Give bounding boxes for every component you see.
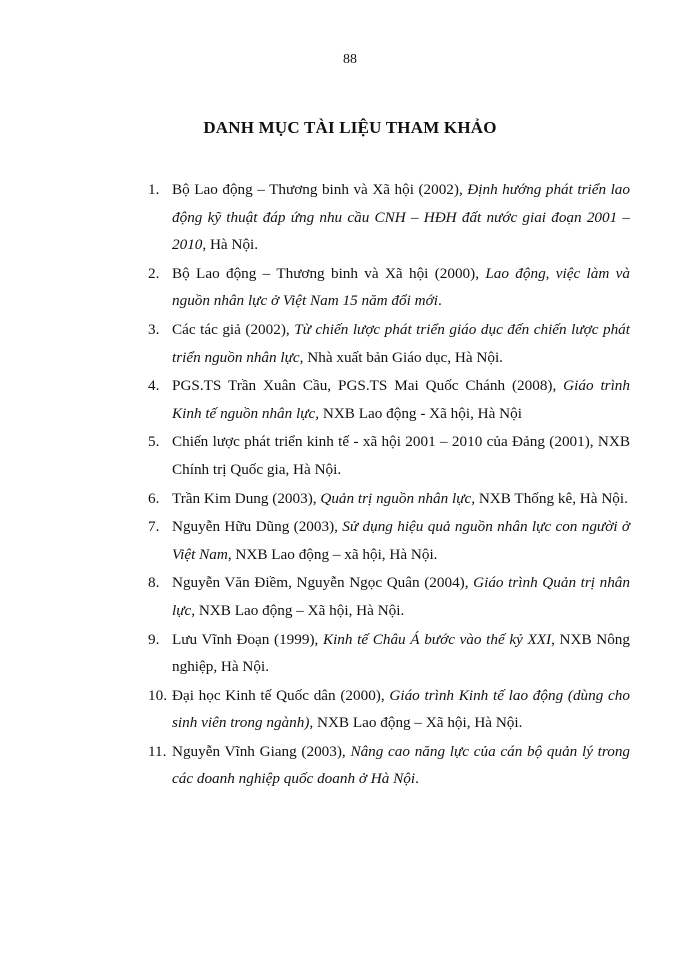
- reference-author: Chiến lược phát triển kinh tế - xã hội 2001 – 2010 của Đảng (2001), NXB Chính trị Quốc gia, Hà Nội.: [172, 433, 630, 478]
- reference-number: 4.: [148, 377, 160, 395]
- page-title: DANH MỤC TÀI LIỆU THAM KHẢO: [203, 118, 497, 137]
- reference-number: 2.: [148, 264, 160, 282]
- reference-item: [148, 260, 630, 315]
- reference-author: Đại học Kinh tế Quốc dân (2000),: [172, 686, 390, 704]
- reference-number: 9.: [148, 630, 160, 648]
- reference-author: Nguyễn Hữu Dũng (2003),: [172, 518, 343, 536]
- reference-item: [148, 372, 630, 427]
- reference-publisher: NXB Lao động - Xã hội, Hà Nội: [319, 404, 522, 422]
- reference-title: Từ chiến lược phát triển giáo dục đến chiến lược phát triển nguồn nhân lực: [172, 320, 630, 366]
- reference-number: 8.: [148, 574, 160, 592]
- reference-item: [148, 738, 630, 793]
- reference-publisher: .: [415, 770, 419, 788]
- reference-author: Lưu Vĩnh Đoạn (1999),: [172, 630, 323, 648]
- reference-number: 10.: [148, 686, 167, 704]
- reference-item: [148, 682, 630, 737]
- reference-title: Kinh tế Châu Á bước vào thế kỷ XXI: [322, 630, 552, 648]
- reference-number: 11.: [148, 742, 167, 760]
- reference-number: 7.: [148, 518, 160, 536]
- reference-publisher: , NXB Lao động – Xã hội, Hà Nội.: [191, 601, 405, 619]
- reference-title: Định hướng phát triển lao động kỹ thuật đáp ứng nhu cầu CNH – HĐH đất nước giai đoạn 2001 – 2010: [172, 181, 630, 254]
- reference-publisher: .: [437, 292, 442, 310]
- reference-author: Nguyễn Vĩnh Giang (2003),: [172, 742, 351, 760]
- reference-title: Giáo trình Quản trị nhân lực: [172, 574, 630, 619]
- reference-title: Nâng cao năng lực của cán bộ quản lý trong các doanh nghiệp quốc doanh ở Hà Nội: [172, 742, 631, 788]
- reference-publisher: , NXB Lao động – Xã hội, Hà Nội.: [309, 714, 523, 732]
- reference-number: 3.: [148, 320, 160, 338]
- reference-title: Sử dụng hiệu quả nguồn nhân lực con người ở Việt Nam: [172, 518, 630, 563]
- reference-number: 6.: [148, 489, 160, 507]
- reference-item: [148, 485, 630, 513]
- reference-list: [148, 176, 630, 794]
- reference-title: Lao động, việc làm và nguồn nhân lực ở Việt Nam 15 năm đổi mới: [172, 264, 630, 310]
- page-number: 88: [343, 52, 357, 67]
- reference-publisher: , NXB Nông nghiệp, Hà Nội.: [172, 630, 630, 676]
- reference-item: [148, 428, 630, 483]
- reference-number: 5.: [148, 433, 160, 451]
- reference-title: Giáo trình Kinh tế lao động (dùng cho sinh viên trong ngành): [172, 686, 630, 732]
- reference-number: 1.: [148, 181, 160, 198]
- reference-author: PGS.TS Trần Xuân Cầu, PGS.TS Mai Quốc Chánh (2008),: [172, 377, 564, 395]
- reference-publisher: , Nhà xuất bản Giáo dục, Hà Nội.: [299, 348, 503, 366]
- reference-title: Quản trị nguồn nhân lực,: [320, 489, 479, 507]
- reference-item: [148, 513, 630, 568]
- reference-author: Bộ Lao động – Thương binh và Xã hội (2000),: [172, 264, 486, 282]
- reference-item: [148, 626, 630, 681]
- reference-item: [148, 316, 630, 371]
- reference-title: Giáo trình Kinh tế nguồn nhân lực,: [172, 377, 630, 422]
- reference-publisher: , NXB Lao động – xã hội, Hà Nội.: [227, 545, 438, 563]
- reference-author: Trần Kim Dung (2003),: [172, 489, 321, 507]
- reference-author: Các tác giả (2002),: [172, 320, 295, 338]
- reference-item: [148, 176, 630, 259]
- reference-author: Nguyễn Văn Điềm, Nguyễn Ngọc Quân (2004),: [172, 574, 474, 592]
- reference-author: Bộ Lao động – Thương binh và Xã hội (2002),: [172, 181, 468, 198]
- reference-publisher: NXB Thống kê, Hà Nội.: [478, 489, 628, 507]
- reference-publisher: , Hà Nội.: [202, 236, 259, 254]
- reference-item: [148, 569, 630, 624]
